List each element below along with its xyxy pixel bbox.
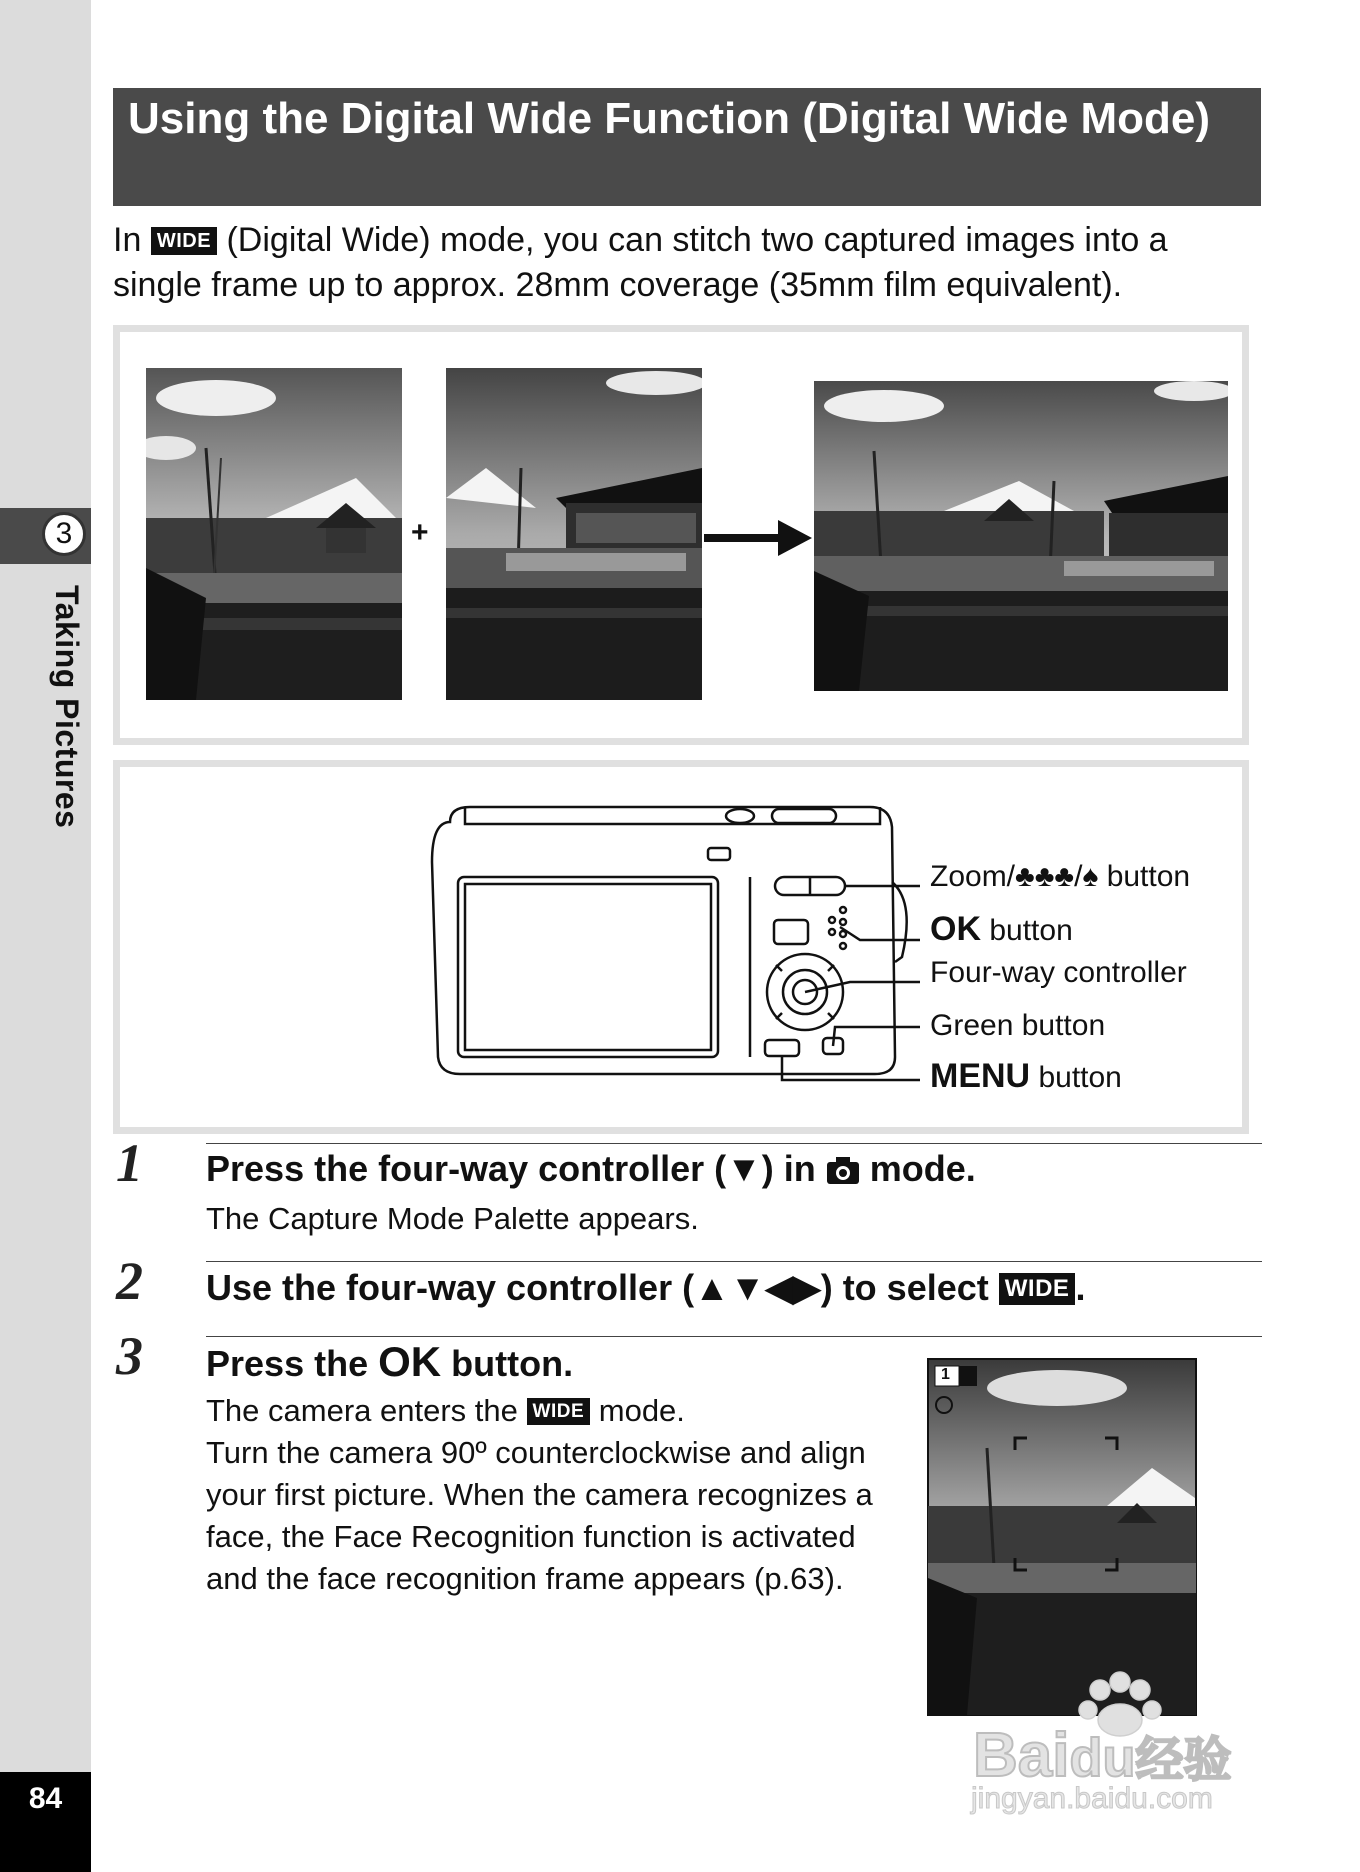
intro-after: (Digital Wide) mode, you can stitch two captured images into a single frame up to approx. 28mm coverage (35mm film equivalent). [113, 221, 1168, 304]
callout-ok-label: button [989, 914, 1073, 947]
step-1-title-end: mode. [869, 1148, 976, 1189]
camera-back-illustration [420, 802, 920, 1092]
baidu-watermark [960, 1660, 1280, 1815]
ok-glyph: OK [378, 1338, 442, 1385]
wide-mode-icon: WIDE [527, 1398, 591, 1425]
intro-paragraph [113, 218, 1263, 308]
watermark-brand-bai: Bai [973, 1721, 1070, 1790]
watermark-brand [973, 1720, 1231, 1791]
first-photo [146, 368, 402, 700]
callout-ok-button [930, 910, 1073, 949]
step-1-title-text: Press the four-way controller (▼) in [206, 1148, 816, 1189]
step-1-divider [206, 1143, 1262, 1144]
step-1-number: 1 [116, 1133, 143, 1193]
step-3-number: 3 [116, 1326, 143, 1386]
ok-glyph: OK [930, 910, 981, 948]
arrow-right [704, 518, 812, 558]
callout-menu-label: button [1038, 1061, 1122, 1094]
step-3-title-end: button. [451, 1343, 574, 1384]
callout-menu-button [930, 1057, 1122, 1096]
step-3-desc-mode: mode. [598, 1393, 685, 1428]
step-2-title-end: . [1075, 1267, 1086, 1308]
step-2-number: 2 [116, 1251, 143, 1311]
step-1-title [206, 1148, 976, 1194]
step-3-desc-rest: Turn the camera 90º counterclockwise and align your first picture. When the camera recognizes a face, the Face Recognition function is activated and the face recognition frame appears (p.63). [206, 1435, 873, 1596]
wide-mode-icon: WIDE [999, 1273, 1076, 1305]
step-1-description: The Capture Mode Palette appears. [206, 1201, 699, 1236]
sidebar [0, 0, 91, 1872]
menu-glyph: MENU [930, 1057, 1031, 1095]
callout-four-way-controller: Four-way controller [930, 956, 1187, 989]
callout-green-button: Green button [930, 1009, 1106, 1042]
step-2-title-text: Use the four-way controller (▲▼◀▶) to select [206, 1267, 989, 1308]
watermark-chinese: 经验 [1135, 1734, 1232, 1787]
wide-mode-icon: WIDE [151, 227, 217, 255]
camera-icon [826, 1152, 860, 1194]
step-2-divider [206, 1261, 1262, 1262]
step-2-title [206, 1267, 1085, 1309]
step-3-title-text: Press the [206, 1343, 369, 1384]
chapter-title: Taking Pictures [49, 585, 85, 829]
intro-before: In [113, 221, 142, 259]
page-number: 84 [28, 1782, 63, 1815]
second-photo [446, 368, 702, 700]
step-3-title [206, 1338, 573, 1386]
watermark-url: jingyan.baidu.com [971, 1782, 1213, 1815]
watermark-brand-du: du [1069, 1728, 1136, 1788]
callout-zoom-button: Zoom/♣♣♣/♠ button [930, 860, 1191, 893]
plus-sign: + [411, 516, 429, 549]
step-3-divider [206, 1336, 1262, 1337]
page-title: Using the Digital Wide Function (Digital Wide Mode) [128, 94, 1211, 143]
chapter-number: 3 [42, 512, 86, 556]
step-3-description [206, 1390, 876, 1600]
step-3-desc-start: The camera enters the [206, 1393, 518, 1428]
lcd-frame-number: 1 [941, 1366, 950, 1383]
stitched-wide-photo [814, 381, 1228, 691]
